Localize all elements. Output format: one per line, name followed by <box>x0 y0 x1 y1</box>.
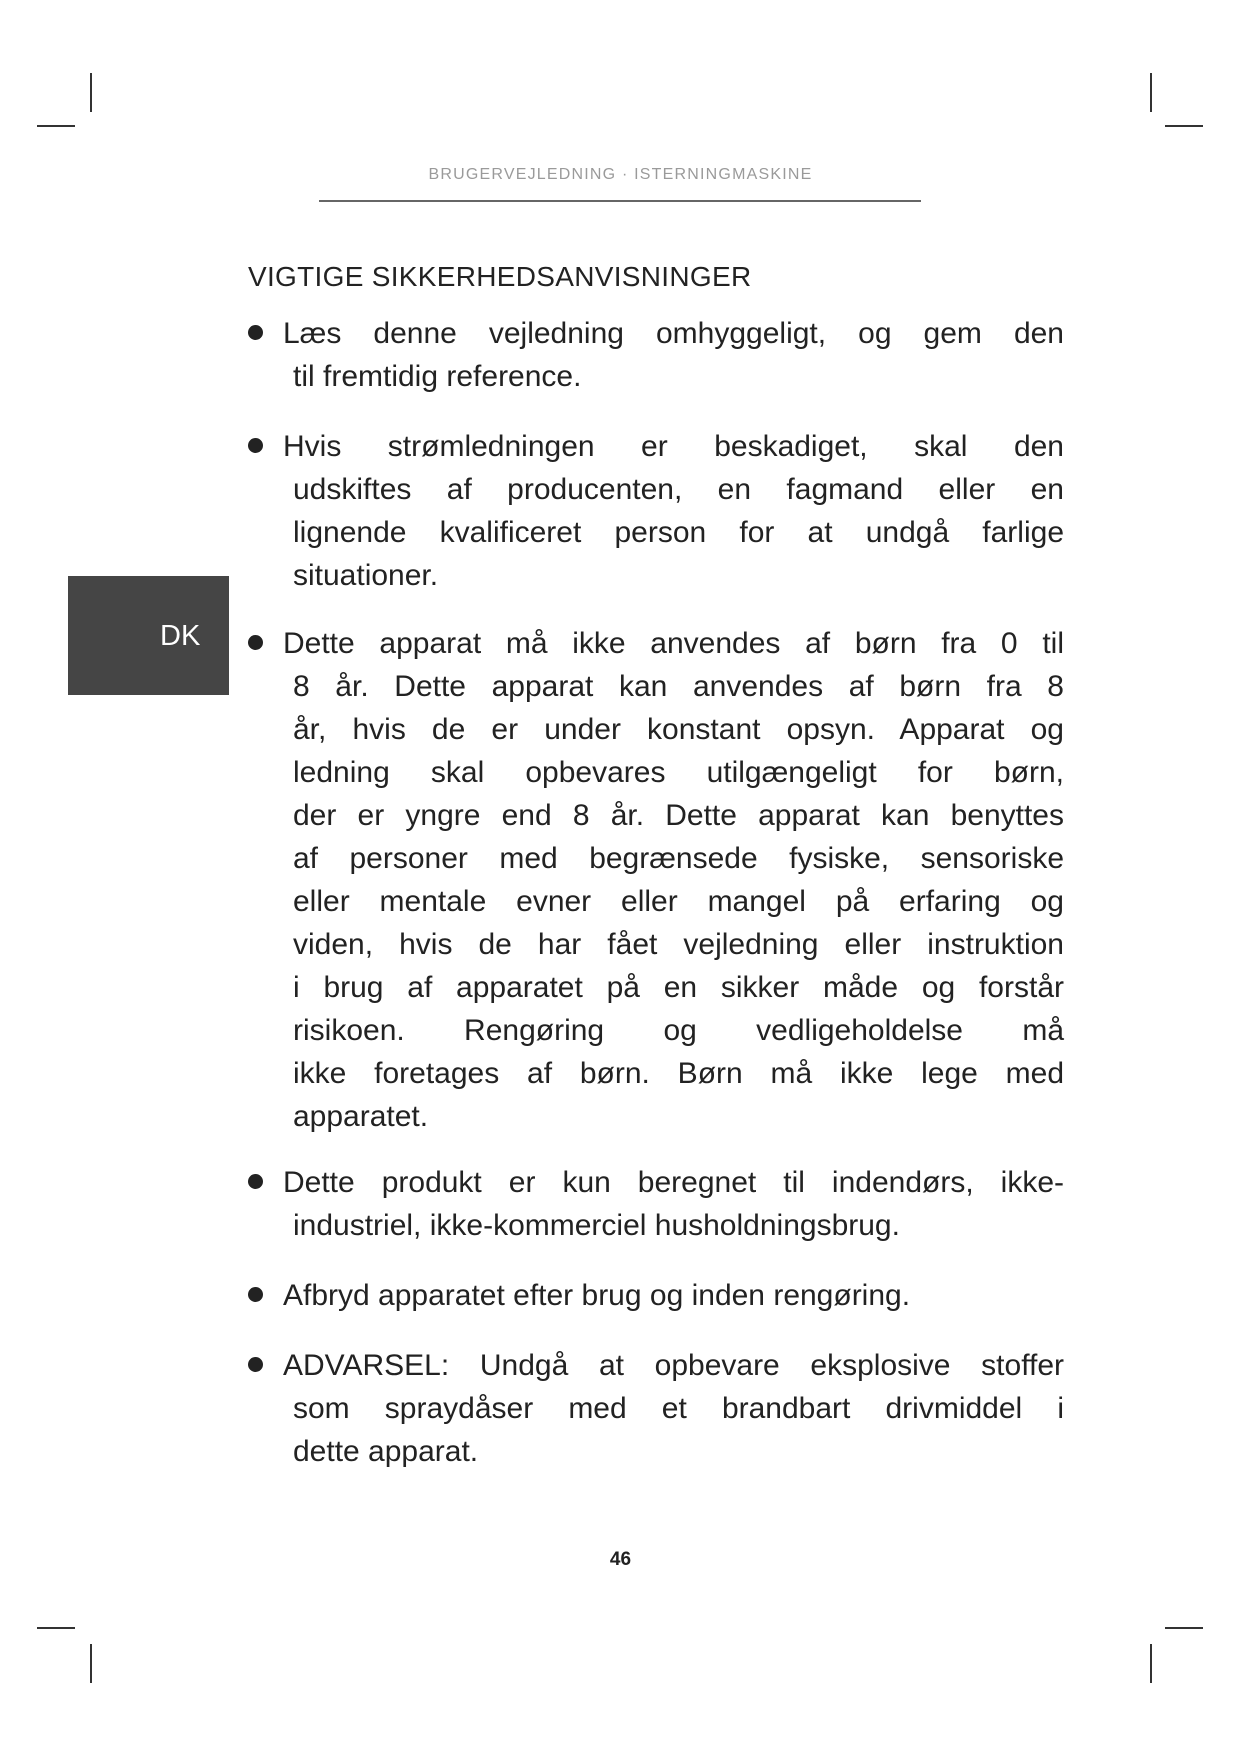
bullet-icon <box>248 1287 263 1302</box>
bullet-icon <box>248 1174 263 1189</box>
list-item-line: ADVARSEL: Undgå at opbevare eksplosive stoffer <box>283 1349 1064 1382</box>
header-divider <box>319 200 921 202</box>
list-item <box>248 312 1068 398</box>
list-item <box>248 1274 1068 1317</box>
crop-mark <box>37 1627 75 1629</box>
list-item-line: eller mentale evner eller mangel på erfaring og <box>293 885 1064 918</box>
list-item-line: Hvis strømledningen er beskadiget, skal den <box>283 430 1064 463</box>
page-number: 46 <box>609 1549 632 1570</box>
list-item-line: industriel, ikke-kommerciel husholdningsbrug. <box>293 1209 900 1242</box>
list-item-line: lignende kvalificeret person for at undgå farlige <box>293 516 1064 549</box>
crop-mark <box>1150 1644 1152 1683</box>
crop-mark <box>90 73 92 112</box>
list-item-line: apparatet. <box>293 1100 429 1133</box>
list-item-line: 8 år. Dette apparat kan anvendes af børn fra 8 <box>293 670 1064 703</box>
list-item-line: viden, hvis de har fået vejledning eller instruktion <box>293 928 1064 961</box>
bullet-icon <box>248 635 263 650</box>
list-item-line: Dette produkt er kun beregnet til indendørs, ikke- <box>283 1166 1064 1199</box>
list-item-line: Læs denne vejledning omhyggeligt, og gem den <box>283 317 1064 350</box>
language-tab-label: DK <box>160 620 201 652</box>
section-title: VIGTIGE SIKKERHEDSANVISNINGER <box>248 261 752 292</box>
list-item-line: der er yngre end 8 år. Dette apparat kan benyttes <box>293 799 1064 832</box>
list-item-line: til fremtidig reference. <box>293 360 582 393</box>
list-item-line: dette apparat. <box>293 1435 479 1468</box>
crop-mark <box>1165 1627 1203 1629</box>
list-item-line: udskiftes af producenten, en fagmand eller en <box>293 473 1064 506</box>
list-item-line: risikoen. Rengøring og vedligeholdelse må <box>293 1014 1064 1047</box>
running-header: BRUGERVEJLEDNING · ISTERNINGMASKINE <box>428 166 813 183</box>
list-item-line: Dette apparat må ikke anvendes af børn fra 0 til <box>283 627 1064 660</box>
crop-mark <box>1165 125 1203 127</box>
bullet-icon <box>248 1357 263 1372</box>
list-item-line: situationer. <box>293 559 439 592</box>
list-item <box>248 1344 1068 1473</box>
language-tab <box>68 576 229 695</box>
list-item <box>248 425 1068 597</box>
list-item <box>248 1161 1068 1247</box>
bullet-icon <box>248 325 263 340</box>
list-item <box>248 622 1068 1138</box>
list-item-line: år, hvis de er under konstant opsyn. Apparat og <box>293 713 1064 746</box>
crop-mark <box>90 1644 92 1683</box>
list-item-line: i brug af apparatet på en sikker måde og forstår <box>293 971 1064 1004</box>
crop-mark <box>37 125 75 127</box>
list-item-line: ledning skal opbevares utilgængeligt for børn, <box>293 756 1064 789</box>
list-item-line: som spraydåser med et brandbart drivmiddel i <box>293 1392 1064 1425</box>
list-item-line: Afbryd apparatet efter brug og inden rengøring. <box>283 1279 911 1312</box>
list-item-line: af personer med begrænsede fysiske, sensoriske <box>293 842 1064 875</box>
bullet-icon <box>248 438 263 453</box>
crop-mark <box>1150 73 1152 112</box>
list-item-line: ikke foretages af børn. Børn må ikke lege med <box>293 1057 1064 1090</box>
